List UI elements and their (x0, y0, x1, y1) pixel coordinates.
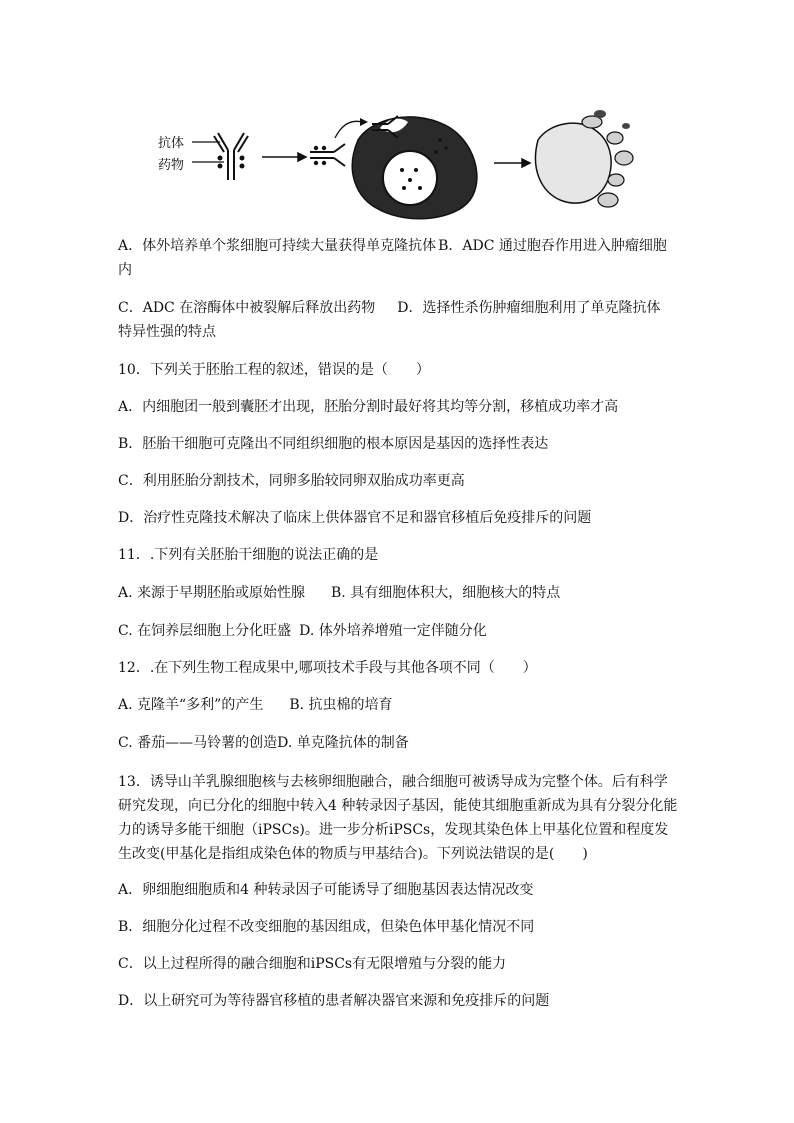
q10-option-d: D．治疗性克隆技术解决了临床上供体器官不足和器官移植后免疫排斥的问题 (118, 510, 592, 526)
q9-option-b-part: B．ADC 通过胞吞作用进入肿瘤细胞 (438, 238, 667, 254)
label-antibody: 抗体 (158, 136, 185, 151)
q13-option-d: D．以上研究可为等待器官移植的患者解决器官来源和免疫排斥的问题 (118, 993, 550, 1009)
q12-option-b: B. 抗虫棉的培育 (289, 697, 393, 713)
arrow-right-icon (262, 153, 306, 161)
q11-option-b: B. 具有细胞体积大，细胞核大的特点 (331, 585, 561, 601)
q12-stem: 12．.在下列生物工程成果中,哪项技术手段与其他各项不同（ ） (118, 660, 537, 676)
q12-option-c: C. 番茄——马铃薯的创造 (118, 735, 278, 751)
q12-option-d: D. 单克隆抗体的制备 (277, 735, 409, 751)
q9-option-b-wrap: 内 (118, 262, 132, 278)
dying-cell-icon (535, 123, 611, 203)
q11-option-d: D. 体外培养增殖一定伴随分化 (299, 623, 487, 639)
q11-options-row-1 (118, 583, 560, 603)
q9-option-a: A．体外培养单个浆细胞可持续大量获得单克隆抗体 (118, 238, 437, 254)
label-drug: 药物 (158, 158, 185, 173)
q10-option-a: A．内细胞团一般到囊胚才出现，胚胎分割时最好将其均等分割，移植成功率才高 (118, 399, 619, 415)
q12-options-row-1 (118, 695, 393, 715)
q11-option-a: A. 来源于早期胚胎或原始性腺 (118, 585, 306, 601)
q11-options-row-2 (118, 621, 487, 641)
q13-stem: 13．诱导山羊乳腺细胞核与去核卵细胞融合，融合细胞可被诱导成为完整个体。后有科学研究发现，向已分化的细胞中转入4 种转录因子基因，能使其细胞重新成为具有分裂分化能力的诱导多能干细胞（iPSCs)。进一步分析iPSCs，发现其染色体上甲基化位置和程度发生改变(甲基化是指组成染色体的物质与甲基结合)。下列说法错误的是( ) (118, 774, 678, 862)
q12-options-row-2 (118, 733, 409, 753)
q13-option-b: B．细胞分化过程不改变细胞的基因组成，但染色体甲基化情况不同 (118, 919, 535, 935)
q10-option-b: B．胚胎干细胞可克隆出不同组织细胞的根本原因是基因的选择性表达 (118, 436, 549, 452)
q9-option-d-part: D．选择性杀伤肿瘤细胞利用了单克隆抗体 (397, 300, 661, 316)
q9-option-row-2 (118, 298, 660, 318)
q11-option-c: C. 在饲养层细胞上分化旺盛 (118, 623, 292, 639)
q13-option-c: C．以上过程所得的融合细胞和iPSCs有无限增殖与分裂的能力 (118, 956, 507, 972)
q9-option-row-1 (118, 236, 667, 256)
figure-drawing (140, 100, 660, 230)
q9-option-d-wrap: 特异性强的特点 (118, 324, 216, 340)
q11-stem: 11．.下列有关胚胎干细胞的说法正确的是 (118, 547, 379, 563)
q10-option-c: C．利用胚胎分割技术，同卵多胎较同卵双胎成功率更高 (118, 473, 465, 489)
q13-option-a: A．卵细胞细胞质和4 种转录因子可能诱导了细胞基因表达情况改变 (118, 882, 534, 898)
q9-option-c: C．ADC 在溶酶体中被裂解后释放出药物 (118, 300, 376, 316)
adc-mechanism-figure (140, 100, 660, 230)
q12-option-a: A. 克隆羊“多利”的产生 (118, 697, 264, 713)
arrow-right-icon (494, 159, 530, 167)
q10-stem: 10．下列关于胚胎工程的叙述，错误的是（ ） (118, 362, 430, 378)
